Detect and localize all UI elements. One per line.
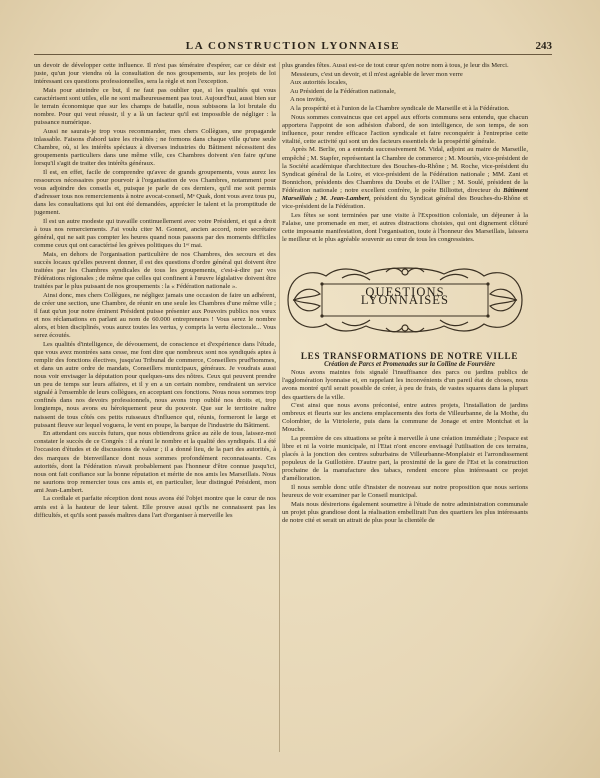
paragraph: Mais nous désirerions également soumettre à l'étude de notre administration communale un projet plus grandiose dont la réalisation embellirait l'un des quartiers les plus intéressants de notre cité et serait un attrait de plus pour la clientèle de	[282, 500, 528, 524]
running-header	[34, 40, 552, 55]
paragraph: Mais, en dehors de l'organisation particulière de nos Chambres, des secours et des succès locaux qu'elles peuvent donner, il est des questions d'ordre général qui doivent être traitées par les Chambres syndicales de tous les groupements, c'est-à-dire par vos Fédérations régionales ; de même que celles qui confinent à l'œuvre législative doivent être traitées par le plus puissant de nos groupements : la « Fédération nationale ».	[34, 250, 276, 291]
paragraph: Il nous semble donc utile d'insister de nouveau sur notre proposition que nous serions heureux de voir examiner par le Conseil municipal.	[282, 484, 528, 500]
paragraph: La première de ces situations se prête à merveille à une création immédiate ; l'espace est libre et ni la voirie municipale, ni l'Etat n'ont encore envisagé l'utilisation de ces terrains, placés à la jonction des centres suburbains de Villeurbanne-Monplaisir et l'arrondissement populeux de la Guillotière. D'autre part, la proximité de la gare de l'Est et la construction prochaine de la manufacture des tabacs, rendent encore plus intéressant ce projet d'amélioration.	[282, 435, 528, 483]
paragraph: C'est ainsi que nous avons préconisé, entre autres projets, l'installation de jardins ombreux et fleuris sur les anciens emplacements des forts de Villeurbanne, de la Mothe, du Colombier, de la Vitriolerie, puis dans la commune de Jonage et entre Montchat et la Mouche.	[282, 402, 528, 434]
journal-title: LA CONSTRUCTION LYONNAISE	[185, 40, 401, 52]
paragraph: En attendant ces succès futurs, que nous obtiendrons grâce au zèle de tous, laissez-moi constater le succès de ce Congrès : il a réuni le nombre et la qualité des syndiqués. Il a été l'occasion d'études et de discussions de valeur ; il a donné lieu, de la part des autorités, à des marques de bienveillance dont nous sommes profondément reconnaissants. Ces autorités, dont la Fédération n'avait probablement pas l'honneur d'être connue jusqu'ici, nous ont fait confiance sur la bonne réputation et mérite de nos amis les Marseillais. Nous ne saurions trop remercier tous ces amis et, en particulier, leur distingué Président, mon ami Jean-Lambert.	[34, 430, 276, 494]
paragraph: Les qualités d'intelligence, de dévouement, de conscience et d'expérience dans l'étude, que vous avez montrées sans cesse, me font dire que nombreux sont nos syndiqués aptes à remplir des fonctions électives, jusqu'au Tribunal de commerce, Conseillers prud'hommes, et dans un autre ordre de mandats, Conseillers municipaux, généraux. Je voudrais aussi nous voir envisager la députation pour quelques-uns des nôtres. Ceux qui peuvent prendre un peu de temps sur leurs affaires, et il y en a un certain nombre, rendraient un service signalé à l'ensemble de leurs collègues, en acceptant ces fonctions. Nous nous sommes trop confinés dans nos devoirs professionnels, nous avons trop oublié nos droits et, trop longtemps, nous avons eu héroïquement peur du pouvoir. Que sur le territoire naître naissent de tous côtés ces petits ruisseaux d'influence qui, réunis, formeront le large et puissant fleuve sur lequel voguera, le vent en poupe, la barque de l'industrie du Bâtiment.	[34, 340, 276, 429]
paragraph: Messieurs, c'est un devoir, et il m'est agréable de lever mon verre	[291, 70, 463, 78]
column-divider	[279, 62, 280, 752]
paragraph: Mais pour atteindre ce but, il ne faut pas oublier que, si les qualités qui vous caractérisent sont utiles, elle ne sont malheureusement pas tout. Aujourd'hui, aussi bien sur le terrain économique que sur les champs de bataille, nous subissons la loi brutale du nombre. Pour qui veut réussir, il y a là un facteur qu'il est impossible de négliger : la puissance numérique.	[34, 86, 276, 127]
paragraph: Nous avons maintes fois signalé l'insuffisance des parcs ou jardins publics de l'agglomération lyonnaise et, en rappelant les inconvénients d'un pareil état de choses, nous avons montré qu'il serait possible de créer, à peu de frais, de vastes squares dans la plupart des quartiers de la ville.	[282, 369, 528, 401]
article-heading: LES TRANSFORMATIONS DE NOTRE VILLE	[300, 351, 519, 362]
banner-title: QUESTIONS LYONNAISES	[360, 285, 450, 308]
toast-item: Aux autorités locales,	[290, 79, 348, 87]
toast-item: A nos invités,	[290, 96, 327, 104]
paragraph: Il est un autre modeste qui travaille continuellement avec votre Président, et qui a droit à tous nos remerciements. J'ai voulu citer M. Gonnot, ancien accord, notre secrétaire général, qui ne sait pas compter les heures quand nous passons par des moments difficiles comme ceux qui ont caractérisé les grèves politiques du 1ᵉʳ mai.	[34, 217, 276, 250]
paragraph: Il est, en effet, facile de comprendre qu'avec de grands groupements, vous aurez les ressources nécessaires pour pourvoir à l'organisation de vos Chambres, notamment pour vous adjoindre des conseils et, puisque je parle de ces derniers, qu'il me soit permis d'adresser tous nos remerciements à notre avocat-conseil, Mᵉ Quak, dont vous avez tous pu, dans les consultations qui lui ont été demandées, apprécier le talent et la promptitude de jugement.	[34, 168, 276, 217]
section-banner	[282, 254, 528, 346]
paragraph: Ainsi donc, mes chers Collègues, ne négligez jamais une occasion de faire un adhérent, de créer une section, une Chambre, de réunir en une seule les Chambres d'une même ville ; il faut qu'un jour notre éminent Président puisse présenter aux Pouvoirs publics nos vœux et nos réclamations en parlant au nom de 60.000 entrepreneurs ! Vous serez le nombre alors, et bien disciplinés, vous aurez toutes les vertus, y compris la vertu électorale... Vous serez écoutés.	[34, 291, 276, 340]
left-column	[34, 62, 276, 752]
paragraph	[282, 146, 528, 211]
toast-item: A la prospérité et à l'union de la Chambre syndicale de Marseille et à la Fédération.	[290, 104, 510, 112]
toast-item: Au Président de la Fédération nationale,	[290, 87, 396, 95]
paragraph-text: , président du Syndicat général des Bouches-du-Rhône et vice-président de la Fédération.	[282, 195, 528, 211]
paragraph-text: Après M. Berlie, on a entendu successivement M. Vidal, adjoint au maire de Marseille, empêché ; M. Stapfer, représentant la Chambre de commerce ; M. Mouriès, vice-président de la Société académique d'architecture des Bouches-du-Rhône ; M. Roche, vice-président du Syndicat général de la Loire, et vice-président de la Fédération nationale ; MM. Zani et Bonnichon, présidents des Chambres du Doubs et de l'Allier ; M. Soulé, président de la Fédération nationale ; notre excellent confrère, le poète Billiottet, directeur du	[282, 146, 528, 194]
paragraph: Nous sommes convaincus que cet appel aux efforts communs sera entendu, que chacun apportera l'appoint de son adhésion d'abord, de son intelligence, de son temps, de son influence, pour rendre efficace l'action syndicale et faire reconquérir à l'entreprise cette vitalité, cette activité qui sont un des facteurs essentiels de la prospérité générale.	[282, 113, 528, 145]
page-number: 243	[535, 40, 552, 52]
article-subheading: Création de Parcs et Promenades sur la Colline de Fourvière	[324, 360, 495, 368]
right-column	[282, 62, 528, 752]
paragraph: La cordiale et parfaite réception dont nous avons été l'objet montre que le cœur de nos amis est à la hauteur de leur talent. Elle prouve aussi qu'ils ne connaissent pas les difficultés, et qu'ils sont passés maîtres dans l'art d'organiser à merveille les	[34, 495, 276, 519]
journal-name: Bâtiment Marseillais ; M. Jean-Lambert	[282, 186, 528, 202]
paragraph: Les fêtes se sont terminées par une visite à l'Exposition coloniale, un déjeuner à la Falaise, une promenade en mer, et autres distractions choisies, qui ont dignement clôturé cette imposante manifestation, dont l'organisation, toute à l'honneur des Marseillais, laissera le meilleur et le plus agréable souvenir au cœur de tous les congressistes.	[282, 211, 528, 243]
paragraph: un devoir de développer cette influence. Il n'est pas téméraire d'espérer, car ce désir est juste, qu'un jour viendra où la consultation de nos groupements, sur les projets de loi intéressant ces questions professionnelles, sera la règle et non l'exception.	[34, 62, 276, 86]
paragraph: plus grandes fêtes. Aussi est-ce de tout cœur qu'en notre nom à tous, je leur dis Merci.	[282, 62, 509, 69]
paragraph: Aussi ne saurais-je trop vous recommander, mes chers Collègues, une propagande inlassable. Faisons d'abord taire les rivalités ; ne formons dans chaque ville qu'une seule Chambre, où, si les intérêts spéciaux à diverses industries du Bâtiment nécessitent des groupements particuliers dans une même ville, ces Chambres doivent s'en faire qu'une lorsqu'il s'agit de traiter des intérêts généraux.	[34, 127, 276, 168]
